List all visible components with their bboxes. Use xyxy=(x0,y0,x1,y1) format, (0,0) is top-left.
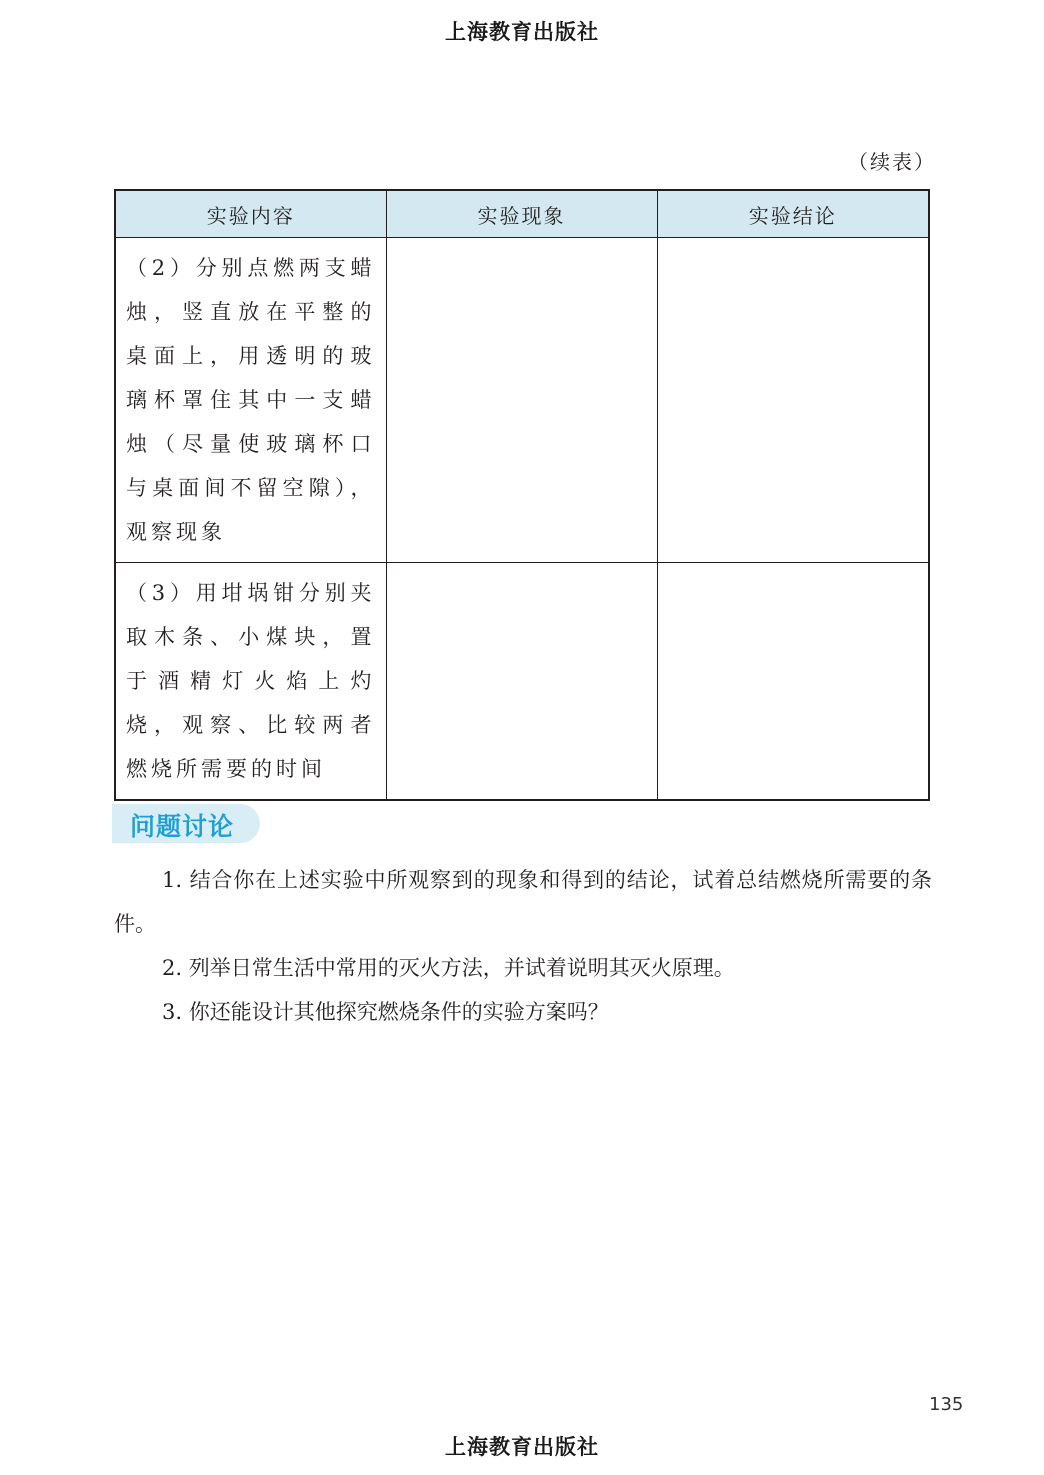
continued-table-label: （续表） xyxy=(848,150,936,174)
discussion-section-title xyxy=(112,804,260,843)
question-item: 2. 列举日常生活中常用的灭火方法，并试着说明其灭火原理。 xyxy=(162,956,735,980)
page-number: 135 xyxy=(929,1394,964,1415)
experiment-table xyxy=(114,189,930,801)
table-row xyxy=(115,563,929,801)
publisher-footer: 上海教育出版社 xyxy=(445,1435,599,1459)
conclusion-cell xyxy=(657,563,929,801)
question-item: 3. 你还能设计其他探究燃烧条件的实验方案吗？ xyxy=(162,1000,609,1024)
experiment-content-cell: （3）用坩埚钳分别夹取木条、小煤块，置于酒精灯火焰上灼烧，观察、比较两者燃烧所需要的时间 xyxy=(115,563,386,801)
column-header-phenomenon: 实验现象 xyxy=(386,190,657,238)
publisher-header: 上海教育出版社 xyxy=(445,20,599,44)
discussion-questions xyxy=(114,858,932,1034)
discussion-title-text: 问题讨论 xyxy=(130,812,235,841)
conclusion-cell xyxy=(657,238,929,563)
phenomenon-cell xyxy=(386,563,657,801)
column-header-conclusion: 实验结论 xyxy=(657,190,929,238)
question-item: 1. 结合你在上述实验中所观察到的现象和得到的结论，试着总结燃烧所需要的条件。 xyxy=(114,868,932,936)
phenomenon-cell xyxy=(386,238,657,563)
experiment-content-cell: （2）分别点燃两支蜡烛，竖直放在平整的桌面上，用透明的玻璃杯罩住其中一支蜡烛（尽量使玻璃杯口与桌面间不留空隙），观察现象 xyxy=(115,238,386,563)
table-row xyxy=(115,238,929,563)
table-header-row xyxy=(115,190,929,238)
column-header-content: 实验内容 xyxy=(115,190,386,238)
